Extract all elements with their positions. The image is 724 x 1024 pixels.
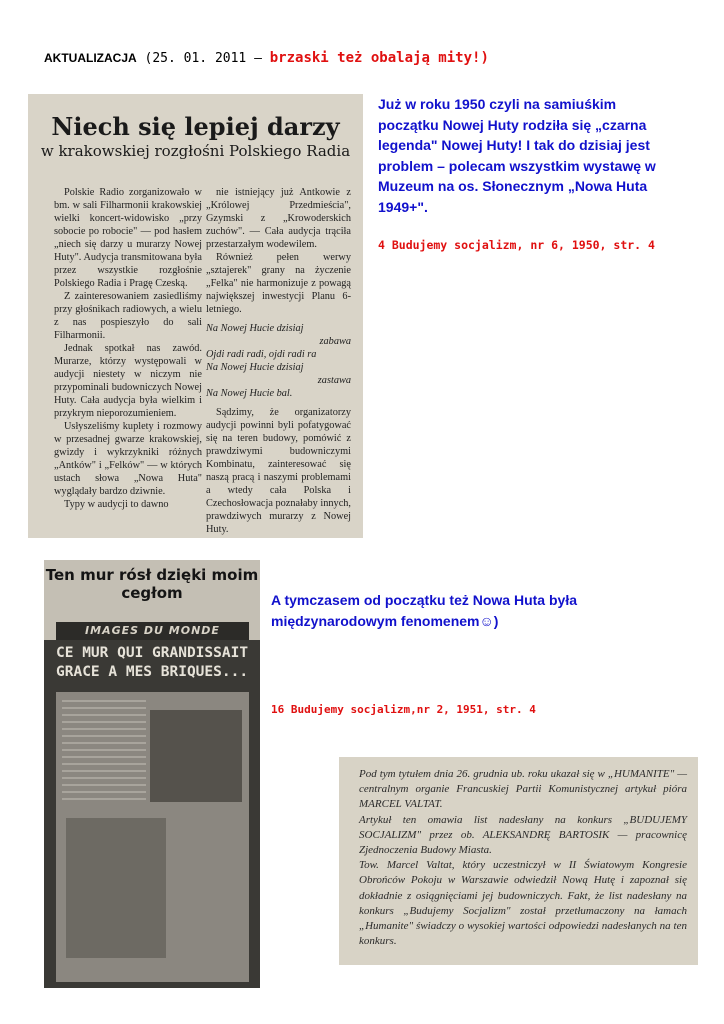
paragraph: Polskie Radio zorganizowało w bm. w sali Filharmonii krakowskiej wielki koncert-widowisko „przy sobocie po robocie" — pod hasłem „niech się darzy u murarzy Nowej Huty". Audycja transmitowana była przez wszystkie rozgłośnie Polskiego Radia i Pragę Czeską. <box>54 187 202 289</box>
verse-line: Na Nowej Hucie dzisiaj <box>206 362 304 373</box>
verse-line: Ojdi radi radi, ojdi radi ra <box>206 349 317 360</box>
paragraph: Sądzimy, że organizatorzy audycji powinni byli pofatygować się na teren budowy, pomówić z prawdziwymi budowniczymi Kombinatu, zainteresować się naszą pracą i naszymi problemami a wtedy cała Polska i Czechosłowacja poznałaby innych, prawdziwych murarzy z Nowej Huty. <box>206 407 351 535</box>
masthead: IMAGES DU MONDE <box>85 624 220 637</box>
source-citation-1: 4 Budujemy socjalizm, nr 6, 1950, str. 4 <box>378 238 655 252</box>
page-header <box>44 47 489 66</box>
clipping-headline: Niech się lepiej darzy <box>51 112 340 141</box>
clipping-column-right <box>206 186 351 536</box>
newspaper-clipping-radio <box>28 94 363 538</box>
paragraph: Usłyszeliśmy kuplety i rozmowy w przesadnej gwarze krakowskiej, gwizdy i wykrzykniki różnych „Antków" i „Felków" — w których ustach słowa „Nowa Huta" wyglądały bardzo dziwnie. <box>54 421 202 497</box>
header-highlight: brzaski też obalają mity!) <box>269 50 489 66</box>
verse-line: zabawa <box>319 336 351 347</box>
paragraph: nie istniejący już Antkowie z „Królowej Przedmieścia", Gzymski z „Krowoderskich zuchów". — Cała audycja trąciła przestarzałym wodewilem. <box>206 187 351 250</box>
newspaper-clipping-humanite <box>339 757 698 965</box>
illustration-worker <box>66 818 166 958</box>
clipping-headline: Ten mur rósł dzięki moim cegłom <box>45 566 259 602</box>
paragraph: Również pełen werwy „sztajerek" grany na życzenie „Felka" nie harmonizuje z powagą największej inwestycji Planu 6-letniego. <box>206 252 351 315</box>
commentary-text-1: Już w roku 1950 czyli na samiuśkim początku Nowej Huty rodziła się „czarna legenda" Nowej Huty! I tak do dzisiaj jest problem – polecam wszystkim wystawę w Muzeum na os. Słonecznym „Nowa Huta 1949+". <box>378 96 656 215</box>
header-date: (25. 01. 2011 – <box>136 51 270 66</box>
verse-line: Na Nowej Hucie dzisiaj <box>206 323 304 334</box>
clipping-subheadline: w krakowskiej rozgłośni Polskiego Radia <box>40 142 351 160</box>
source-citation-2: 16 Budujemy socjalizm,nr 2, 1951, str. 4 <box>271 703 536 716</box>
paragraph: Jednak spotkał nas zawód. Murarze, którzy występowali w audycji niestety w niczym nie przypominali budowniczych Nowej Huty. Cała audycja była wielkim i przykrym nieporozumieniem. <box>54 343 202 419</box>
header-prefix: AKTUALIZACJA <box>44 51 137 65</box>
paragraph: Z zainteresowaniem zasiedliśmy przy głośnikach radiowych, a wielu z nas pospieszyło do sali Filharmonii. <box>54 291 202 341</box>
clipping-text: Pod tym tytułem dnia 26. grudnia ub. roku ukazał się w „HUMANITE" — centralnym organie Francuskiej Partii Komunistycznej artykuł pióra MARCEL VALTAT. Artykuł ten omawia list nadesłany na konkurs „BUDUJEMY SOCJALIZM" przez ob. ALEKSANDRĘ BARTOSIK — pracownicę Zjednoczenia Budowy Miasta. Tow. Marcel Valtat, który uczestniczył w II Światowym Kongresie Obrońców Pokoju w Warszawie odwiedził Nową Hutę i zapoznał się dokładnie z osiągnięciami jej budowniczych. Fakt, że list nadesłany na konkurs „Budujemy Socjalizm" został przetłumaczony na łamach „Humanite" świadczy o wysokiej wartości odpowiedzi nadesłanych na ten konkurs. <box>359 768 687 948</box>
text-lines-decor <box>62 700 146 805</box>
verse-line: Na Nowej Hucie bal. <box>206 388 293 399</box>
photo-construction <box>150 710 242 802</box>
french-title: CE MUR QUI GRANDISSAIT GRACE A MES BRIQUES... <box>56 645 249 680</box>
clipping-column-left <box>54 186 202 511</box>
verse-line: zastawa <box>317 375 351 386</box>
paragraph: Typy w audycji to dawno <box>64 499 169 510</box>
newspaper-clipping-wall <box>44 560 260 988</box>
masthead-band <box>56 622 249 640</box>
commentary-text-2: A tymczasem od początku też Nowa Huta była międzynarodowym fenomenem☺) <box>271 592 577 629</box>
